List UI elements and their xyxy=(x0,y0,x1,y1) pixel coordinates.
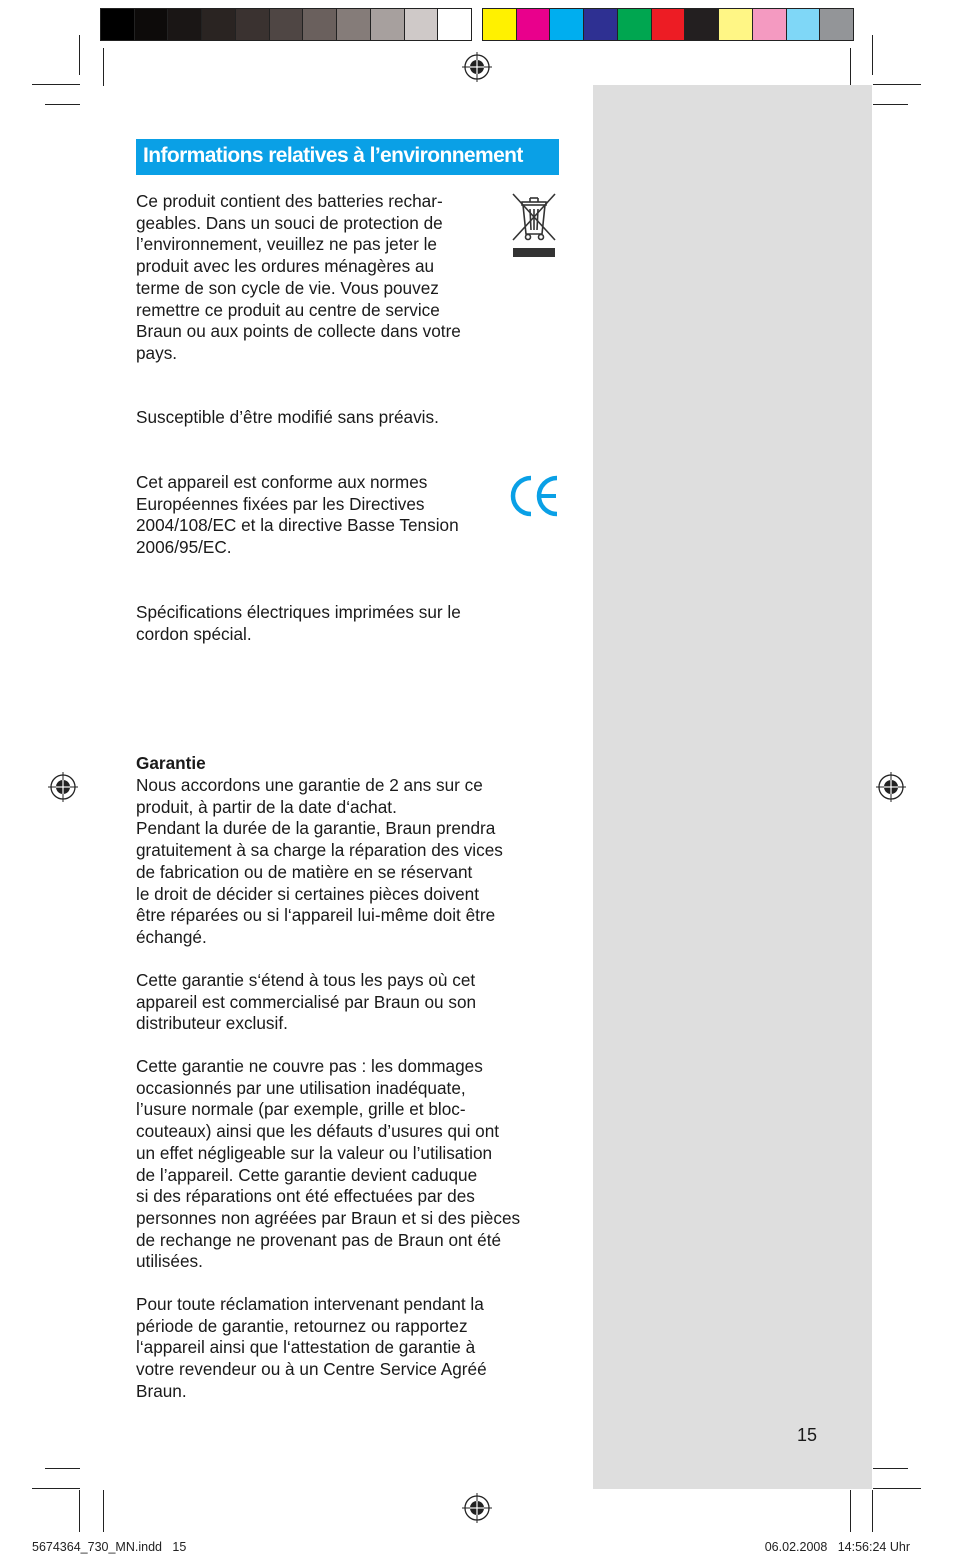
color-swatch xyxy=(337,9,371,40)
warranty-paragraph-1: Nous accordons une garantie de 2 ans sur ce produit, à partir de la date d‘achat. Pendant la durée de la garantie, Braun prendra gratuitement à sa charge la réparation des vices de fabrication ou de matière en se réservant le droit de décider si certaines pièces doivent être réparées ou si l‘appareil lui-même doit être échangé. xyxy=(136,775,503,947)
grayscale-color-bar xyxy=(100,8,472,41)
color-swatch xyxy=(438,9,471,40)
notice-paragraph: Susceptible d’être modifié sans préavis. xyxy=(136,407,439,427)
color-swatch xyxy=(270,9,304,40)
color-swatch xyxy=(550,9,584,40)
crop-mark xyxy=(32,84,80,85)
color-swatch xyxy=(820,9,853,40)
crossed-bin-icon xyxy=(510,190,558,260)
color-swatch xyxy=(101,9,135,40)
crop-mark xyxy=(32,1488,80,1489)
crop-mark xyxy=(79,35,80,75)
crop-mark xyxy=(45,1468,80,1469)
slug-timestamp: 06.02.2008 14:56:24 Uhr xyxy=(764,1540,910,1554)
color-swatch xyxy=(517,9,551,40)
section-heading: Informations relatives à l’environnement xyxy=(136,139,559,175)
process-color-bar xyxy=(482,8,854,41)
color-swatch xyxy=(483,9,517,40)
crop-mark xyxy=(873,104,908,105)
color-swatch xyxy=(135,9,169,40)
registration-mark-icon xyxy=(462,52,492,82)
crop-mark xyxy=(850,1490,851,1532)
crop-mark xyxy=(850,48,851,86)
side-panel xyxy=(593,85,872,1489)
conformity-paragraph: Cet appareil est conforme aux normes Européennes fixées par les Directives 2004/108/EC et la directive Basse Tension 2006/95/EC. xyxy=(136,472,459,558)
crop-mark xyxy=(873,1488,921,1489)
crop-mark xyxy=(872,35,873,75)
page-number: 15 xyxy=(797,1425,818,1445)
warranty-paragraph-2: Cette garantie s‘étend à tous les pays où cet appareil est commercialisé par Braun ou son distributeur exclusif. xyxy=(136,970,477,1034)
crop-mark xyxy=(79,1490,80,1532)
crop-mark xyxy=(872,1490,873,1532)
color-swatch xyxy=(236,9,270,40)
color-swatch xyxy=(202,9,236,40)
color-swatch xyxy=(584,9,618,40)
crop-mark xyxy=(45,104,80,105)
color-swatch xyxy=(371,9,405,40)
color-swatch xyxy=(787,9,821,40)
warranty-paragraph-3: Cette garantie ne couvre pas : les dommages occasionnés par une utilisation inadéquate, l’usure normale (par exemple, grille et bloc- couteaux) ainsi que les défauts d’usures qui ont un effet négligeable sur la valeur ou l’utilisation de l’appareil. Cette garantie devient caduque si des réparations ont été effectuées par des personnes non agréées par Braun et si des pièces de rechange ne provenant pas de Braun ont été utilisées. xyxy=(136,1056,521,1272)
ce-mark-icon xyxy=(509,474,561,518)
crop-mark xyxy=(103,48,104,86)
registration-mark-icon xyxy=(462,1493,492,1523)
color-swatch xyxy=(168,9,202,40)
electrical-paragraph: Spécifications électriques imprimées sur le cordon spécial. xyxy=(136,602,461,644)
color-swatch xyxy=(652,9,686,40)
color-swatch xyxy=(618,9,652,40)
color-swatch xyxy=(685,9,719,40)
warranty-paragraph-4: Pour toute réclamation intervenant pendant la période de garantie, retournez ou rapportez l‘appareil ainsi que l‘attestation de garantie à votre revendeur ou à un Centre Service Agréé Braun. xyxy=(136,1294,487,1401)
color-swatch xyxy=(303,9,337,40)
color-swatch xyxy=(405,9,439,40)
warranty-title: Garantie xyxy=(136,753,206,773)
color-swatch xyxy=(719,9,753,40)
color-swatch xyxy=(753,9,787,40)
crop-mark xyxy=(873,84,921,85)
environment-paragraph: Ce produit contient des batteries rechar- geables. Dans un souci de protection de l’environnement, veuillez ne pas jeter le produit avec les ordures ménagères au terme de son cycle de vie. Vous pouvez remettre ce produit au centre de service Braun ou aux points de collecte dans votre pays. xyxy=(136,191,461,363)
registration-mark-icon xyxy=(48,772,78,802)
crop-mark xyxy=(873,1468,908,1469)
slug-file: 5674364_730_MN.indd 15 xyxy=(32,1540,187,1554)
registration-mark-icon xyxy=(876,772,906,802)
crop-mark xyxy=(103,1490,104,1532)
